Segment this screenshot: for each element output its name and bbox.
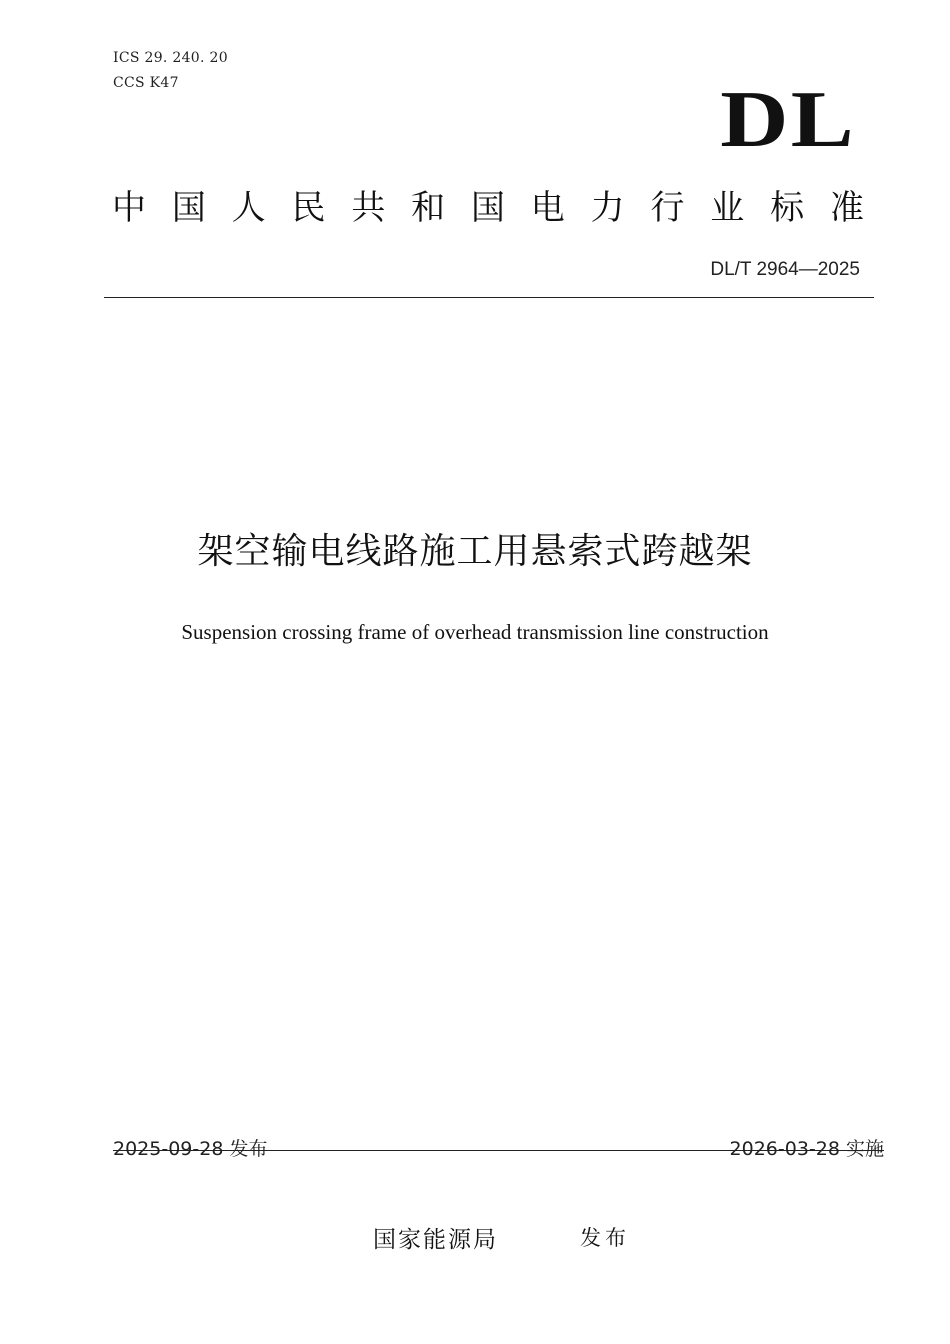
standard-type-char: 行 — [650, 188, 685, 228]
implementation-date: 2026-03-28 实施 — [729, 1138, 884, 1160]
standard-type-char: 民 — [291, 188, 326, 228]
standard-type-char: 准 — [829, 188, 864, 228]
standard-type-char: 国 — [470, 188, 505, 228]
document-title-chinese: 架空输电线路施工用悬索式跨越架 — [197, 531, 753, 572]
standard-type-char: 业 — [710, 188, 745, 228]
standard-type-char: 标 — [770, 188, 805, 228]
ccs-code: CCS K47 — [113, 75, 179, 91]
dl-logo: DL — [720, 76, 856, 164]
publish-label: 发布 — [580, 1226, 630, 1250]
ics-code: ICS 29. 240. 20 — [113, 50, 228, 66]
standard-type-char: 中 — [112, 188, 146, 228]
standard-type-char: 国 — [171, 188, 206, 228]
standard-number: DL/T 2964—2025 — [710, 259, 860, 280]
document-title-english: Suspension crossing frame of overhead transmission line construction — [181, 620, 769, 644]
publisher: 国家能源局 — [373, 1227, 498, 1253]
standard-type-char: 共 — [351, 188, 386, 228]
standard-type-heading — [112, 186, 864, 230]
standard-type-char: 和 — [411, 188, 446, 228]
standard-type-char: 电 — [530, 188, 565, 228]
standard-type-char: 力 — [590, 188, 625, 228]
standard-type-char: 人 — [231, 188, 266, 228]
issue-date: 2025-09-28 发布 — [113, 1138, 268, 1160]
header-divider — [104, 297, 874, 298]
